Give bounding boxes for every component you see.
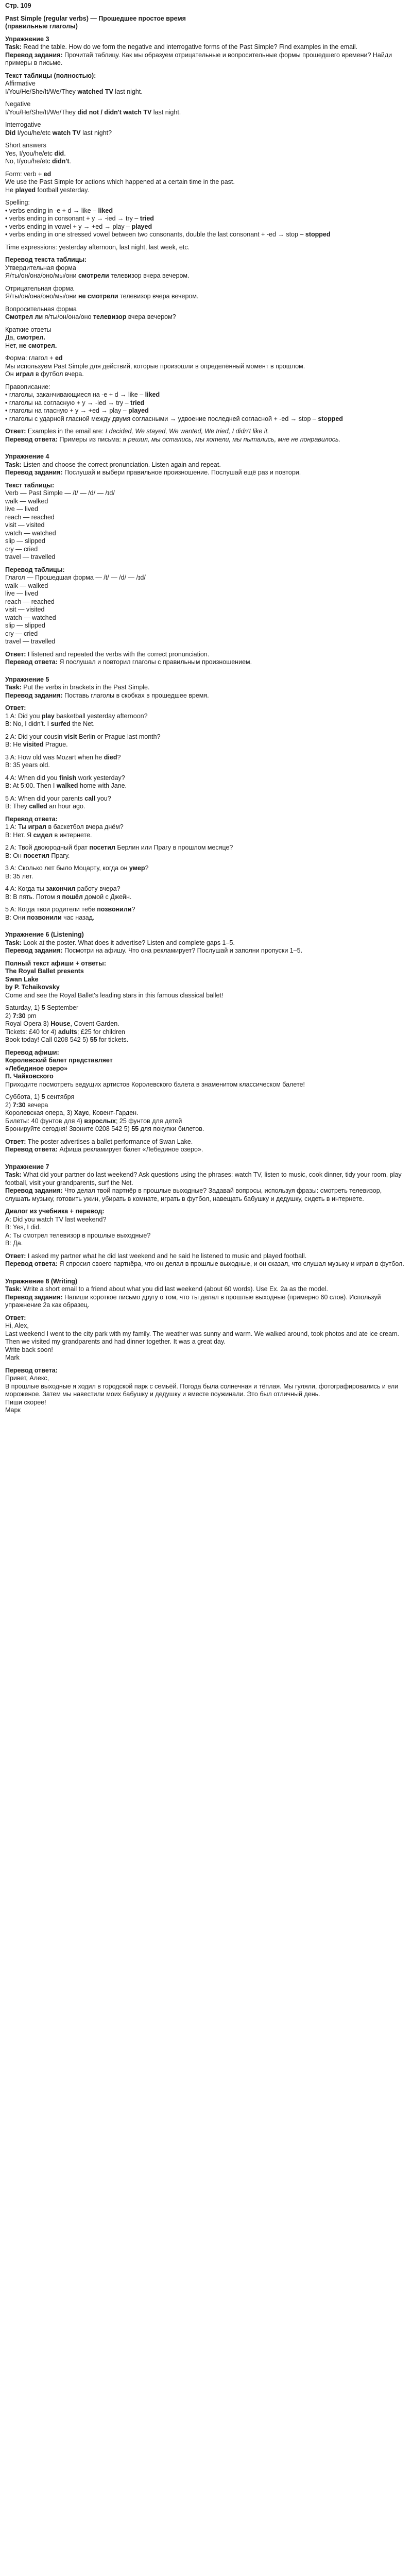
text-line: Бронируйте сегодня! Звоните 0208 542 5) 55 для покупки билетов. — [5, 1125, 204, 1132]
line-gap — [5, 1044, 407, 1049]
text-line: Перевод задания: Посмотри на афишу. Что она рекламирует? Послушай и заполни пропуски 1–5. — [5, 947, 303, 954]
text-line: Перевод задания: Поставь глаголы в скобках в прошедшее время. — [5, 691, 209, 699]
text-line: • verbs ending in one stressed vowel between two consonants, double the last consonant + -ed → stop – stopped — [5, 231, 331, 238]
text-line: A: Ты смотрел телевизор в прошлые выходные? — [5, 1231, 151, 1239]
text-line: Упражнение 7 — [5, 1163, 49, 1171]
text-line: Mark — [5, 1354, 20, 1361]
text-line: Task: Write a short email to a friend about what you did last weekend (about 60 words). Use Ex. 2a as the model. — [5, 1285, 328, 1293]
line-gap — [5, 379, 407, 383]
text-line: Did I/you/he/etc watch TV last night? — [5, 129, 112, 137]
line-gap — [5, 999, 407, 1004]
text-line: Ответ: I listened and repeated the verbs with the correct pronunciation. — [5, 650, 210, 658]
text-line: B: Yes, I did. — [5, 1224, 41, 1231]
text-line: • глаголы с ударной гласной между двумя согласными → удвоение последней согласной + -ed → stop – stopped — [5, 415, 343, 422]
text-line: Отрицательная форма — [5, 284, 74, 292]
line-gap — [5, 67, 407, 72]
line-gap — [5, 1248, 407, 1252]
text-line: • verbs ending in -e + d → like – liked — [5, 207, 113, 214]
text-line: Task: Put the verbs in brackets in the Past Simple. — [5, 684, 150, 691]
line-gap — [5, 280, 407, 285]
text-line: Глагол — Прошедшая форма — /t/ — /d/ — /ɪd/ — [5, 574, 146, 581]
text-line: Пиши скорее! — [5, 1398, 46, 1406]
text-line: 2 A: Did your cousin visit Berlin or Prague last month? — [5, 733, 161, 740]
line-gap — [5, 1203, 407, 1208]
text-line: B: 35 years old. — [5, 761, 50, 769]
line-gap — [5, 31, 407, 36]
text-line: No, I/you/he/etc didn't. — [5, 158, 72, 165]
line-gap — [5, 562, 407, 566]
text-line: cry — cried — [5, 630, 38, 637]
line-gap — [5, 166, 407, 171]
text-line: B: Они позвонили час назад. — [5, 913, 95, 921]
text-line: Перевод таблицы: — [5, 566, 65, 573]
text-line: He played football yesterday. — [5, 186, 90, 194]
text-line: by P. Tchaikovsky — [5, 984, 60, 991]
text-line: B: Да. — [5, 1240, 23, 1247]
text-line: Swan Lake — [5, 975, 39, 983]
text-line: Write back soon! — [5, 1346, 53, 1353]
line-gap — [5, 1159, 407, 1163]
line-gap — [5, 700, 407, 704]
text-line: We use the Past Simple for actions which happened at a certain time in the past. — [5, 178, 235, 185]
text-line: live — lived — [5, 590, 38, 597]
line-gap — [5, 880, 407, 885]
text-line: B: At 5:00. Then I walked home with Jane. — [5, 782, 127, 789]
text-line: «Лебединое озеро» — [5, 1064, 68, 1072]
line-gap — [5, 728, 407, 733]
line-gap — [5, 839, 407, 844]
text-line: 2) 7:30 pm — [5, 1012, 37, 1020]
text-line: Вопросительная форма — [5, 305, 77, 313]
text-line: A: Did you watch TV last weekend? — [5, 1215, 107, 1223]
text-line: Королевский балет представляет — [5, 1057, 113, 1064]
line-gap — [5, 251, 407, 256]
text-line: Yes, I/you/he/etc did. — [5, 149, 66, 157]
line-gap — [5, 922, 407, 926]
text-line: cry — cried — [5, 545, 38, 553]
text-line: Перевод задания: Что делал твой партнёр в прошлые выходные? Задавай вопросы, используя фразы: смотреть телевизор, слушать музыку, готовить ужин, убирать в комнате, играть в футбол, навещать бабушку и дедушку, сидеть в интернете. — [5, 1187, 384, 1202]
text-line: В прошлые выходные я ходил в городской парк с семьёй. Погода была солнечная и тёплая. Мы гуляли, фотографировались и ели мороженое. Затем мы навестили моих бабушку и дедушку и вместе поужинали. Это был отличный день. — [5, 1382, 400, 1398]
text-line: Билеты: 40 фунтов для 4) взрослых; 25 фунтов для детей — [5, 1117, 182, 1125]
text-line: Суббота, 1) 5 сентября — [5, 1093, 75, 1100]
text-line: visit — visited — [5, 606, 45, 613]
text-line: Диалог из учебника + перевод: — [5, 1208, 105, 1215]
line-gap — [5, 477, 407, 482]
text-line: • глаголы на гласную + y → +ed → play – played — [5, 407, 149, 414]
text-line: Royal Opera 3) House, Covent Garden. — [5, 1020, 119, 1027]
text-line: Перевод ответа: Я послушал и повторил глаголы с правильным произношением. — [5, 658, 252, 666]
text-line: Краткие ответы — [5, 326, 52, 333]
text-line: slip — slipped — [5, 537, 45, 545]
text-line: Ответ: I asked my partner what he did last weekend and he said he listened to music and played football. — [5, 1252, 307, 1260]
text-line: Правописание: — [5, 383, 50, 391]
text-line: П. Чайковского — [5, 1073, 54, 1080]
text-line: Перевод задания: Послушай и выбери правильное произношение. Послушай ещё раз и повтори. — [5, 469, 301, 476]
line-gap — [5, 1362, 407, 1367]
text-line: Ответ: Examples in the email are: I decided, We stayed, We wanted, We tried, I didn't like it. — [5, 428, 269, 435]
text-line: Hi, Alex, — [5, 1322, 29, 1329]
line-gap — [5, 444, 407, 448]
text-line: Перевод текста таблицы: — [5, 256, 87, 263]
text-line: Last weekend I went to the city park with my family. The weather was sunny and warm. We walked around, took photos and ate ice cream. Then we visited my grandparents and had dinner together. It was a great day. — [5, 1330, 401, 1345]
text-line: Перевод задания: Прочитай таблицу. Как мы образуем отрицательные и вопросительные формы прошедшего времени? Найди примеры в письме. — [5, 51, 394, 66]
line-gap — [5, 1273, 407, 1278]
text-line: visit — visited — [5, 521, 45, 529]
text-line: Я/ты/он/она/оно/мы/они смотрели телевизор вчера вечером. — [5, 272, 190, 279]
text-line: Come and see the Royal Ballet's leading stars in this famous classical ballet! — [5, 991, 224, 999]
text-line: Он играл в футбол вчера. — [5, 370, 84, 378]
text-line: I/You/He/She/It/We/They did not / didn't watch TV last night. — [5, 108, 181, 116]
text-line: Ответ: — [5, 1314, 26, 1321]
text-line: Приходите посмотреть ведущих артистов Королевского балета в знаменитом классическом балете! — [5, 1080, 305, 1088]
text-line: Упражнение 8 (Writing) — [5, 1277, 78, 1285]
text-line: Ответ: The poster advertises a ballet performance of Swan Lake. — [5, 1138, 193, 1145]
text-line: B: They called an hour ago. — [5, 803, 85, 810]
text-line: Форма: глагол + ed — [5, 354, 63, 362]
text-line: Short answers — [5, 142, 46, 149]
text-line: Task: What did your partner do last weekend? Ask questions using the phrases: watch TV, listen to music, cook dinner, tidy your room, play football, visit your grandparents, surf the Net. — [5, 1171, 404, 1187]
text-line: Королевская опера, 3) Хаус, Ковент-Гарден. — [5, 1109, 139, 1116]
text-line: B: He visited Prague. — [5, 741, 68, 748]
text-line: Упражнение 6 (Listening) — [5, 931, 84, 938]
line-gap — [5, 1310, 407, 1314]
text-line: Перевод ответа: Афиша рекламирует балет «Лебединое озеро». — [5, 1146, 203, 1153]
text-line: Перевод ответа: — [5, 1366, 58, 1374]
text-line: Перевод ответа: Примеры из письма: я решил, мы остались, мы хотели, мы пытались, мне не понравилось. — [5, 435, 341, 443]
text-line: (правильные глаголы) — [5, 23, 78, 30]
line-gap — [5, 671, 407, 676]
text-line: • verbs ending in consonant + y → -ied → try – tried — [5, 215, 154, 222]
line-gap — [5, 137, 407, 142]
text-line: Task: Read the table. How do we form the negative and interrogative forms of the Past Simple? Find examples in the email. — [5, 43, 358, 50]
text-line: • глаголы, заканчивающиеся на -e + d → like – liked — [5, 391, 160, 398]
text-line: Стр. 109 — [5, 2, 31, 9]
line-gap — [5, 1154, 407, 1159]
text-line: walk — walked — [5, 582, 48, 589]
text-line: Task: Listen and choose the correct pronunciation. Listen again and repeat. — [5, 461, 221, 468]
line-gap — [5, 448, 407, 453]
text-line: Полный текст афиши + ответы: — [5, 959, 106, 967]
text-line: travel — travelled — [5, 553, 56, 561]
text-line: 1 A: Ты играл в баскетбол вчера днём? — [5, 823, 124, 831]
text-line: B: Он посетил Прагу. — [5, 852, 70, 859]
line-gap — [5, 96, 407, 100]
text-line: Перевод афиши: — [5, 1048, 59, 1056]
text-line: B: 35 лет. — [5, 872, 33, 880]
text-line: Negative — [5, 100, 31, 108]
text-line: slip — slipped — [5, 622, 45, 629]
line-gap — [5, 1089, 407, 1093]
text-line: live — lived — [5, 505, 38, 513]
line-gap — [5, 667, 407, 671]
text-line: Марк — [5, 1406, 21, 1414]
line-gap — [5, 926, 407, 931]
text-line: Interrogative — [5, 121, 41, 128]
text-line: Verb — Past Simple — /t/ — /d/ — /ɪd/ — [5, 489, 115, 497]
text-line: 2) 7:30 вечера — [5, 1101, 48, 1109]
text-line: Affirmative — [5, 80, 36, 87]
text-line: Да, смотрел. — [5, 334, 45, 341]
text-line: 5 A: When did your parents call you? — [5, 794, 111, 802]
text-line: Form: verb + ed — [5, 170, 52, 178]
line-gap — [5, 116, 407, 121]
text-line: Ответ: — [5, 704, 26, 711]
text-line: Смотрел ли я/ты/он/она/оно телевизор вчера вечером? — [5, 313, 176, 320]
text-line: reach — reached — [5, 513, 55, 521]
text-line: Упражнение 5 — [5, 675, 49, 683]
text-line: reach — reached — [5, 598, 55, 605]
text-line: watch — watched — [5, 529, 56, 537]
line-gap — [5, 790, 407, 795]
text-line: • verbs ending in vowel + y → +ed → play – played — [5, 223, 152, 230]
line-gap — [5, 811, 407, 816]
text-line: Перевод задания: Напиши короткое письмо другу о том, что ты делал в прошлые выходные (примерно 60 слов). Используй упражнение 2a как образец. — [5, 1293, 383, 1309]
text-line: Текст таблицы (полностью): — [5, 72, 96, 79]
text-line: Мы используем Past Simple для действий, которые произошли в определённый момент в прошлом. — [5, 362, 305, 370]
line-gap — [5, 301, 407, 306]
text-line: Я/ты/он/она/оно/мы/они не смотрели телевизор вчера вечером. — [5, 293, 199, 300]
text-line: watch — watched — [5, 614, 56, 621]
line-gap — [5, 194, 407, 199]
text-line: B: В пять. Потом я пошёл домой с Джейн. — [5, 893, 132, 901]
text-line: 1 A: Did you play basketball yesterday afternoon? — [5, 712, 148, 720]
text-line: I/You/He/She/It/We/They watched TV last night. — [5, 88, 143, 95]
text-line: 3 A: How old was Mozart when he died? — [5, 753, 121, 761]
line-gap — [5, 239, 407, 244]
line-gap — [5, 901, 407, 906]
text-line: Book today! Call 0208 542 5) 55 for tickets. — [5, 1036, 129, 1043]
line-gap — [5, 955, 407, 960]
text-line: Текст таблицы: — [5, 481, 55, 489]
text-line: 4 A: Когда ты закончил работу вчера? — [5, 885, 121, 892]
text-line: Упражнение 4 — [5, 453, 49, 460]
text-line: • глаголы на согласную + y → -ied → try – tried — [5, 399, 145, 406]
text-line: Tickets: £40 for 4) adults; £25 for children — [5, 1028, 125, 1036]
text-line: Past Simple (regular verbs) — Прошедшее простое время — [5, 14, 186, 22]
line-gap — [5, 321, 407, 326]
text-line: 2 A: Твой двоюродный брат посетил Берлин или Прагу в прошлом месяце? — [5, 844, 233, 851]
text-line: Утвердительная форма — [5, 264, 76, 272]
text-line: Упражнение 3 — [5, 35, 49, 43]
text-line: B: Нет. Я сидел в интернете. — [5, 831, 92, 839]
line-gap — [5, 423, 407, 428]
line-gap — [5, 10, 407, 15]
text-line: 3 A: Сколько лет было Моцарту, когда он умер? — [5, 865, 149, 872]
text-line: The Royal Ballet presents — [5, 968, 84, 975]
line-gap — [5, 860, 407, 865]
text-line: Time expressions: yesterday afternoon, last night, last week, etc. — [5, 243, 190, 251]
text-line: Spelling: — [5, 199, 30, 206]
text-line: travel — travelled — [5, 638, 56, 645]
line-gap — [5, 1133, 407, 1138]
text-line: 5 A: Когда твои родители тебе позвонили? — [5, 906, 135, 913]
text-line: B: No, I didn't. I surfed the Net. — [5, 720, 95, 727]
line-gap — [5, 646, 407, 651]
text-line: Saturday, 1) 5 September — [5, 1004, 79, 1011]
line-gap — [5, 770, 407, 774]
text-line: 4 A: When did you finish work yesterday? — [5, 774, 125, 782]
text-line: Task: Look at the poster. What does it advertise? Listen and complete gaps 1–5. — [5, 939, 235, 946]
text-line: walk — walked — [5, 497, 48, 505]
text-line: Перевод ответа: Я спросил своего партнёра, что он делал в прошлые выходные, и он сказал, что слушал музыку и играл в футбол. — [5, 1260, 404, 1267]
line-gap — [5, 350, 407, 354]
text-line: Нет, не смотрел. — [5, 342, 57, 349]
text-line: Привет, Алекс, — [5, 1375, 49, 1382]
line-gap — [5, 749, 407, 754]
line-gap — [5, 1268, 407, 1273]
text-line: Перевод ответа: — [5, 815, 58, 823]
